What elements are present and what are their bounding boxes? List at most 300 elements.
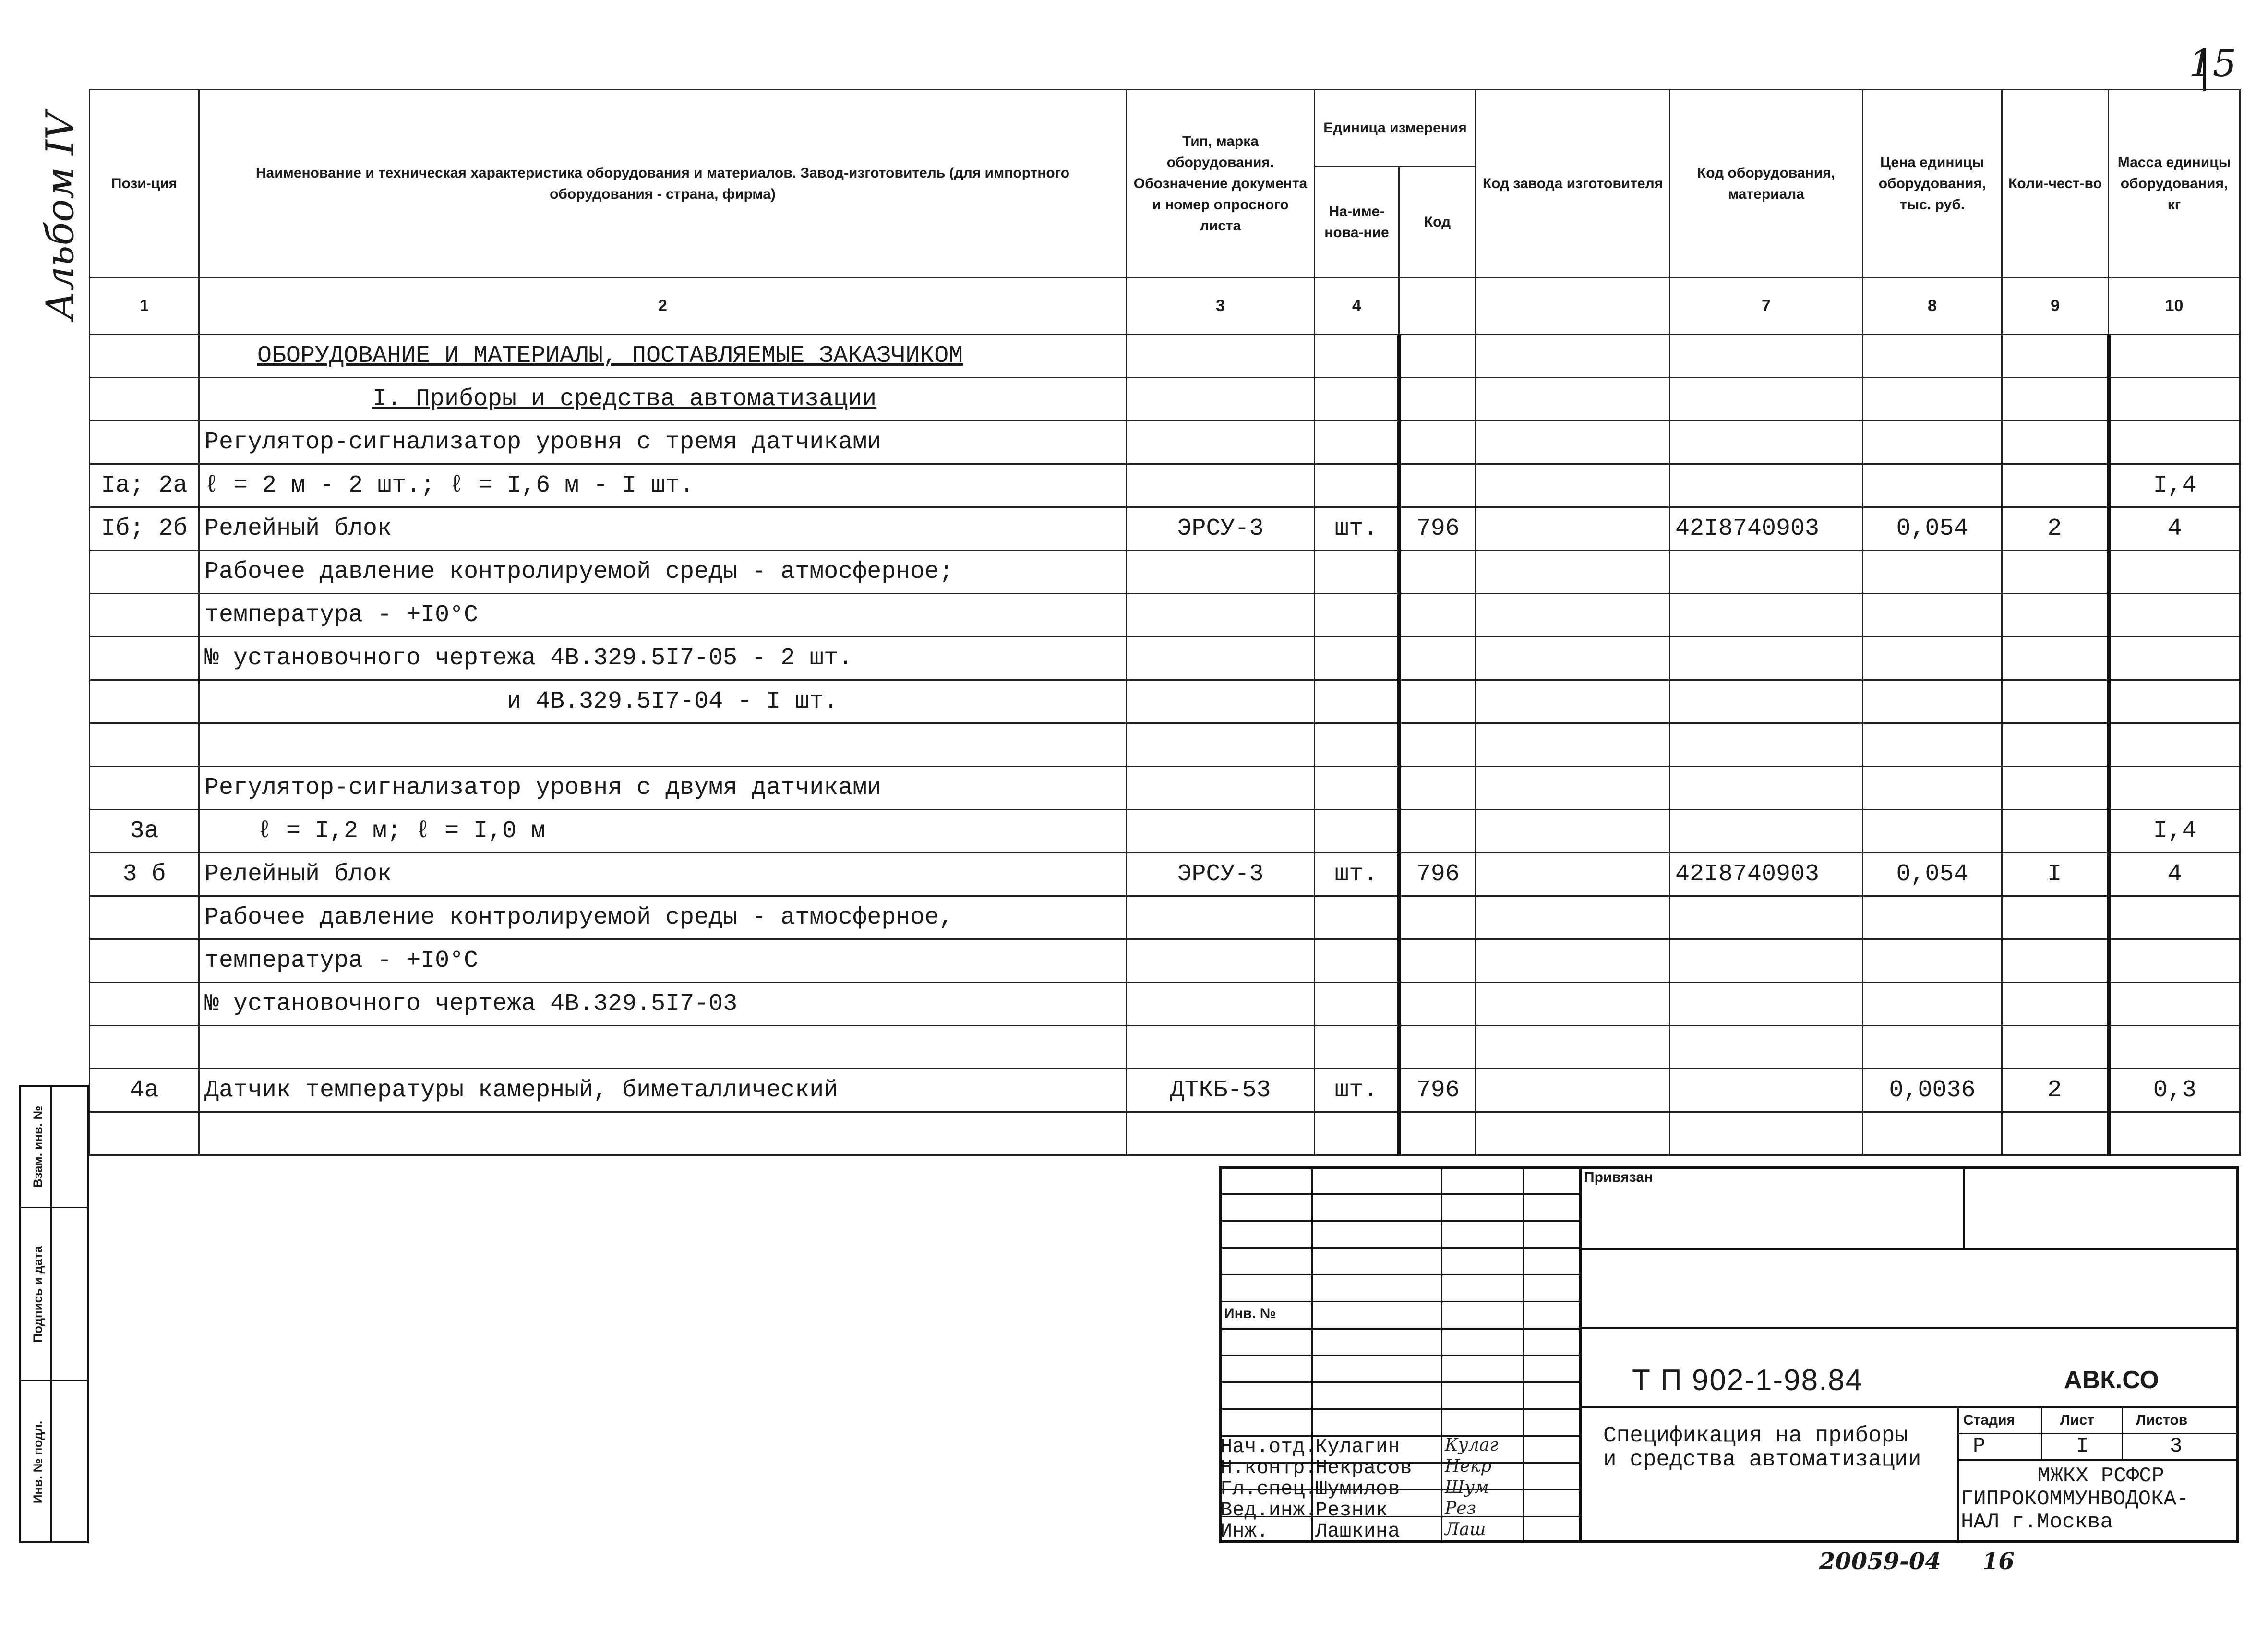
row-mass [2109, 983, 2240, 1026]
row-equipment-code [1670, 335, 1863, 378]
tb-line [1957, 1459, 2239, 1461]
row-unit-code: 796 [1399, 1069, 1476, 1112]
row-unit [1315, 421, 1399, 464]
row-type [1127, 637, 1315, 680]
side-stamp-text: Инв. № подл. [30, 1420, 45, 1504]
row-type: ДТКБ-53 [1127, 1069, 1315, 1112]
row-unit [1315, 594, 1399, 637]
row-quantity: I [2002, 853, 2109, 896]
row-price [1863, 551, 2002, 594]
inv-label: Инв. № [1224, 1306, 1276, 1321]
row-quantity [2002, 637, 2109, 680]
row-quantity [2002, 594, 2109, 637]
row-name: I. Приборы и средства автоматизации [199, 378, 1127, 421]
tb-line [1963, 1166, 1965, 1248]
row-name: Релейный блок [199, 853, 1127, 896]
row-name: и 4В.329.5I7-04 - I шт. [199, 680, 1127, 723]
title-block [1219, 1166, 2239, 1543]
row-name [199, 1112, 1127, 1155]
row-factory-code [1476, 767, 1670, 810]
col-num: 2 [199, 278, 1127, 335]
specification-body [90, 335, 2240, 1155]
row-factory-code [1476, 853, 1670, 896]
row-mass: I,4 [2109, 464, 2240, 507]
row-quantity [2002, 464, 2109, 507]
row-name [199, 1026, 1127, 1069]
signatory-role: Инж. [1220, 1520, 1269, 1543]
header-unit-name: На-име-нова-ние [1315, 167, 1399, 278]
row-type [1127, 594, 1315, 637]
org-line1: МЖКХ РСФСР [2038, 1464, 2165, 1488]
tb-line [2041, 1406, 2042, 1459]
row-price [1863, 335, 2002, 378]
col-num: 7 [1670, 278, 1863, 335]
row-unit: шт. [1315, 853, 1399, 896]
row-factory-code [1476, 723, 1670, 767]
header-quantity: Коли-чест-во [2002, 90, 2109, 278]
row-mass: 4 [2109, 507, 2240, 551]
row-name [199, 723, 1127, 767]
row-type [1127, 378, 1315, 421]
tb-line [1219, 1328, 1579, 1330]
row-unit-code [1399, 723, 1476, 767]
row-name: температура - +I0°С [199, 594, 1127, 637]
header-name: Наименование и техническая характеристика оборудования и материалов. Завод-изготовитель (для импортного оборудования - страна, фирма) [199, 90, 1127, 278]
row-mass [2109, 723, 2240, 767]
row-mass [2109, 767, 2240, 810]
row-price [1863, 637, 2002, 680]
table-row [90, 637, 2240, 680]
row-mass [2109, 378, 2240, 421]
signatory-signature: Рез [1445, 1499, 1476, 1518]
col-num: 10 [2109, 278, 2240, 335]
row-name: ОБОРУДОВАНИЕ И МАТЕРИАЛЫ, ПОСТАВЛЯЕМЫЕ ЗАКАЗЧИКОМ [199, 335, 1127, 378]
row-factory-code [1476, 335, 1670, 378]
row-position [90, 939, 199, 983]
side-stamp [19, 1085, 89, 1543]
row-equipment-code [1670, 1112, 1863, 1155]
row-equipment-code [1670, 723, 1863, 767]
row-mass [2109, 551, 2240, 594]
row-quantity [2002, 983, 2109, 1026]
signatory-role: Нач.отд. [1220, 1435, 1317, 1458]
row-position [90, 1026, 199, 1069]
row-name: Датчик температуры камерный, биметаллический [199, 1069, 1127, 1112]
row-equipment-code [1670, 1026, 1863, 1069]
row-name: Регулятор-сигнализатор уровня с тремя датчиками [199, 421, 1127, 464]
table-row [90, 983, 2240, 1026]
row-type [1127, 896, 1315, 939]
tb-line [1219, 1274, 1579, 1275]
row-position [90, 421, 199, 464]
table-row [90, 421, 2240, 464]
row-unit [1315, 810, 1399, 853]
row-unit-code [1399, 939, 1476, 983]
sheets-value: 3 [2170, 1434, 2183, 1458]
row-equipment-code [1670, 378, 1863, 421]
row-type [1127, 464, 1315, 507]
row-factory-code [1476, 1069, 1670, 1112]
row-factory-code [1476, 421, 1670, 464]
table-row [90, 680, 2240, 723]
row-equipment-code [1670, 983, 1863, 1026]
row-price [1863, 464, 2002, 507]
row-unit-code [1399, 896, 1476, 939]
row-position [90, 723, 199, 767]
sheets-label: Листов [2136, 1412, 2188, 1428]
row-unit [1315, 1026, 1399, 1069]
row-type [1127, 551, 1315, 594]
doc-title-line2: и средства автоматизации [1603, 1447, 1921, 1472]
row-type [1127, 983, 1315, 1026]
row-name: температура - +I0°С [199, 939, 1127, 983]
table-row [90, 1026, 2240, 1069]
table-row [90, 896, 2240, 939]
row-unit-code: 796 [1399, 853, 1476, 896]
table-row [90, 507, 2240, 551]
row-name: № установочного чертежа 4В.329.5I7-05 - 2 шт. [199, 637, 1127, 680]
row-unit [1315, 378, 1399, 421]
row-position: Iб; 2б [90, 507, 199, 551]
row-mass [2109, 421, 2240, 464]
row-unit-code [1399, 983, 1476, 1026]
column-number-row [90, 278, 2240, 335]
row-factory-code [1476, 896, 1670, 939]
album-label-text: Альбом IV [37, 112, 83, 320]
tb-line [1219, 1166, 2239, 1169]
row-position [90, 551, 199, 594]
row-mass: 4 [2109, 853, 2240, 896]
side-stamp-label [25, 1208, 52, 1380]
row-position [90, 335, 199, 378]
row-price [1863, 939, 2002, 983]
tb-line [1219, 1381, 1579, 1383]
row-price [1863, 594, 2002, 637]
row-type [1127, 1112, 1315, 1155]
row-equipment-code [1670, 637, 1863, 680]
row-factory-code [1476, 464, 1670, 507]
doc-title-line1: Спецификация на приборы [1603, 1423, 1908, 1448]
side-stamp-cell [21, 1380, 87, 1543]
row-unit [1315, 983, 1399, 1026]
col-num: 4 [1315, 278, 1399, 335]
row-position [90, 767, 199, 810]
signatory-name: Кулагин [1315, 1435, 1400, 1458]
tb-line [1219, 1247, 1579, 1249]
row-unit-code [1399, 810, 1476, 853]
row-unit [1315, 464, 1399, 507]
row-quantity [2002, 551, 2109, 594]
signatory-name: Резник [1315, 1499, 1388, 1522]
row-unit [1315, 335, 1399, 378]
table-row [90, 939, 2240, 983]
attached-label: Привязан [1584, 1169, 1653, 1185]
header-unit-code: Код [1399, 167, 1476, 278]
header-type: Тип, марка оборудования. Обозначение документа и номер опросного листа [1127, 90, 1315, 278]
row-equipment-code [1670, 551, 1863, 594]
row-name: ℓ = I,2 м; ℓ = I,0 м [199, 810, 1127, 853]
row-unit-code [1399, 1112, 1476, 1155]
row-unit [1315, 637, 1399, 680]
row-position [90, 378, 199, 421]
document-code: Т П 902-1-98.84 [1632, 1364, 1863, 1397]
row-factory-code [1476, 983, 1670, 1026]
row-price [1863, 810, 2002, 853]
table-row [90, 1069, 2240, 1112]
table-row [90, 335, 2240, 378]
specification-table [89, 89, 2241, 1156]
row-unit-code [1399, 680, 1476, 723]
table-row [90, 378, 2240, 421]
col-num: 8 [1863, 278, 2002, 335]
row-unit [1315, 896, 1399, 939]
row-quantity [2002, 810, 2109, 853]
row-quantity [2002, 421, 2109, 464]
row-position: 3 б [90, 853, 199, 896]
row-unit-code: 796 [1399, 507, 1476, 551]
row-equipment-code [1670, 594, 1863, 637]
signatory-signature: Лаш [1445, 1520, 1486, 1539]
row-unit-code [1399, 421, 1476, 464]
row-price [1863, 1112, 2002, 1155]
row-mass [2109, 1112, 2240, 1155]
org-line3: НАЛ г.Москва [1961, 1510, 2113, 1534]
row-position [90, 594, 199, 637]
signatory-signature: Некр [1445, 1456, 1492, 1476]
table-row [90, 723, 2240, 767]
bottom-code: 20059-04 [1819, 1548, 1941, 1575]
side-stamp-text: Подпись и дата [30, 1245, 45, 1343]
row-position [90, 637, 199, 680]
row-price [1863, 421, 2002, 464]
album-label [29, 112, 91, 320]
row-mass: 0,3 [2109, 1069, 2240, 1112]
tb-line [2122, 1406, 2123, 1459]
row-mass [2109, 1026, 2240, 1069]
row-quantity [2002, 1112, 2109, 1155]
row-equipment-code [1670, 1069, 1863, 1112]
tb-line [1219, 1301, 1579, 1302]
row-quantity: 2 [2002, 1069, 2109, 1112]
row-factory-code [1476, 1026, 1670, 1069]
stage-value: Р [1973, 1434, 1986, 1458]
row-position: Iа; 2а [90, 464, 199, 507]
row-quantity: 2 [2002, 507, 2109, 551]
row-type: ЭРСУ-3 [1127, 507, 1315, 551]
row-price: 0,054 [1863, 507, 2002, 551]
row-mass [2109, 637, 2240, 680]
row-factory-code [1476, 378, 1670, 421]
row-factory-code [1476, 1112, 1670, 1155]
header-price: Цена единицы оборудования, тыс. руб. [1863, 90, 2002, 278]
row-position [90, 680, 199, 723]
header-position: Пози-ция [90, 90, 199, 278]
row-type: ЭРСУ-3 [1127, 853, 1315, 896]
row-name: Рабочее давление контролируемой среды - атмосферное; [199, 551, 1127, 594]
row-price [1863, 1026, 2002, 1069]
header-factory-code: Код завода изготовителя [1476, 90, 1670, 278]
row-name: Релейный блок [199, 507, 1127, 551]
table-row [90, 464, 2240, 507]
col-num: 3 [1127, 278, 1315, 335]
row-type [1127, 680, 1315, 723]
row-price: 0,0036 [1863, 1069, 2002, 1112]
side-stamp-label [25, 1381, 52, 1543]
row-equipment-code [1670, 464, 1863, 507]
tb-line [1219, 1193, 1579, 1195]
tb-line [1219, 1408, 1579, 1410]
row-unit-code [1399, 378, 1476, 421]
table-row [90, 853, 2240, 896]
row-type [1127, 939, 1315, 983]
row-mass: I,4 [2109, 810, 2240, 853]
row-equipment-code [1670, 810, 1863, 853]
row-unit [1315, 767, 1399, 810]
table-row [90, 551, 2240, 594]
row-quantity [2002, 896, 2109, 939]
row-unit: шт. [1315, 507, 1399, 551]
signatory-role: Гл.спец. [1220, 1477, 1317, 1501]
row-unit [1315, 723, 1399, 767]
row-quantity [2002, 939, 2109, 983]
row-price [1863, 378, 2002, 421]
row-quantity [2002, 1026, 2109, 1069]
row-quantity [2002, 723, 2109, 767]
row-quantity [2002, 335, 2109, 378]
side-stamp-text: Взам. инв. № [30, 1105, 45, 1188]
row-price [1863, 983, 2002, 1026]
row-unit [1315, 551, 1399, 594]
sheet-value: I [2076, 1434, 2089, 1458]
row-position [90, 1112, 199, 1155]
tb-line [1957, 1433, 2239, 1434]
signatory-name: Лашкина [1315, 1520, 1400, 1543]
signatory-role: Вед.инж. [1220, 1499, 1317, 1522]
row-unit-code [1399, 1026, 1476, 1069]
row-type [1127, 421, 1315, 464]
signatory-signature: Кулаг [1445, 1435, 1499, 1455]
header-equipment-code: Код оборудования, материала [1670, 90, 1863, 278]
stage-label: Стадия [1963, 1412, 2016, 1428]
side-stamp-label [25, 1087, 52, 1207]
row-equipment-code [1670, 896, 1863, 939]
tb-line [2236, 1166, 2239, 1543]
row-price [1863, 767, 2002, 810]
row-factory-code [1476, 810, 1670, 853]
row-factory-code [1476, 680, 1670, 723]
signatory-name: Шумилов [1315, 1477, 1400, 1501]
row-type [1127, 767, 1315, 810]
document-suffix: АВК.СО [2064, 1366, 2159, 1394]
row-mass [2109, 594, 2240, 637]
row-mass [2109, 896, 2240, 939]
row-name: Рабочее давление контролируемой среды - атмосферное, [199, 896, 1127, 939]
col-num [1399, 278, 1476, 335]
tb-line [1579, 1166, 1582, 1543]
table-row [90, 810, 2240, 853]
row-type [1127, 810, 1315, 853]
row-position: 4а [90, 1069, 199, 1112]
row-factory-code [1476, 507, 1670, 551]
row-unit: шт. [1315, 1069, 1399, 1112]
row-unit-code [1399, 637, 1476, 680]
tb-line [1579, 1248, 2239, 1250]
row-unit-code [1399, 594, 1476, 637]
tb-line [1579, 1327, 2239, 1329]
row-price: 0,054 [1863, 853, 2002, 896]
bottom-number: 16 [1982, 1548, 2015, 1575]
row-name: № установочного чертежа 4В.329.5I7-03 [199, 983, 1127, 1026]
signatory-role: Н.контр. [1220, 1456, 1317, 1479]
row-equipment-code [1670, 680, 1863, 723]
col-num: 1 [90, 278, 199, 335]
row-name: ℓ = 2 м - 2 шт.; ℓ = I,6 м - I шт. [199, 464, 1127, 507]
signatory-name: Некрасов [1315, 1456, 1412, 1479]
row-position: 3а [90, 810, 199, 853]
sheet-label: Лист [2060, 1412, 2094, 1428]
row-type [1127, 1026, 1315, 1069]
row-unit [1315, 1112, 1399, 1155]
row-factory-code [1476, 551, 1670, 594]
side-stamp-cell [21, 1207, 87, 1380]
org-line2: ГИПРОКОММУНВОДОКА- [1961, 1487, 2189, 1511]
row-equipment-code: 42I8740903 [1670, 853, 1863, 896]
row-mass [2109, 335, 2240, 378]
row-unit-code [1399, 551, 1476, 594]
signatory-signature: Шум [1445, 1477, 1489, 1497]
row-factory-code [1476, 594, 1670, 637]
row-unit [1315, 939, 1399, 983]
col-num: 9 [2002, 278, 2109, 335]
tb-line [1957, 1406, 1959, 1543]
col-num [1476, 278, 1670, 335]
row-quantity [2002, 378, 2109, 421]
row-quantity [2002, 767, 2109, 810]
row-price [1863, 896, 2002, 939]
row-name: Регулятор-сигнализатор уровня с двумя датчиками [199, 767, 1127, 810]
row-unit-code [1399, 464, 1476, 507]
row-mass [2109, 939, 2240, 983]
table-row [90, 767, 2240, 810]
row-mass [2109, 680, 2240, 723]
row-price [1863, 680, 2002, 723]
row-quantity [2002, 680, 2109, 723]
row-unit-code [1399, 335, 1476, 378]
row-equipment-code [1670, 939, 1863, 983]
row-type [1127, 723, 1315, 767]
row-equipment-code: 42I8740903 [1670, 507, 1863, 551]
header-unit-group: Единица измерения [1315, 90, 1476, 167]
header-mass: Масса единицы оборудования, кг [2109, 90, 2240, 278]
sheet-number: 15 [2189, 42, 2237, 85]
side-stamp-cell [21, 1087, 87, 1207]
table-row [90, 594, 2240, 637]
row-price [1863, 723, 2002, 767]
tb-line [1219, 1220, 1579, 1222]
row-equipment-code [1670, 421, 1863, 464]
row-unit [1315, 680, 1399, 723]
row-factory-code [1476, 939, 1670, 983]
row-position [90, 896, 199, 939]
tb-line [1219, 1355, 1579, 1356]
row-equipment-code [1670, 767, 1863, 810]
row-factory-code [1476, 637, 1670, 680]
row-unit-code [1399, 767, 1476, 810]
tb-line [1579, 1406, 2239, 1408]
table-row [90, 1112, 2240, 1155]
row-position [90, 983, 199, 1026]
row-type [1127, 335, 1315, 378]
